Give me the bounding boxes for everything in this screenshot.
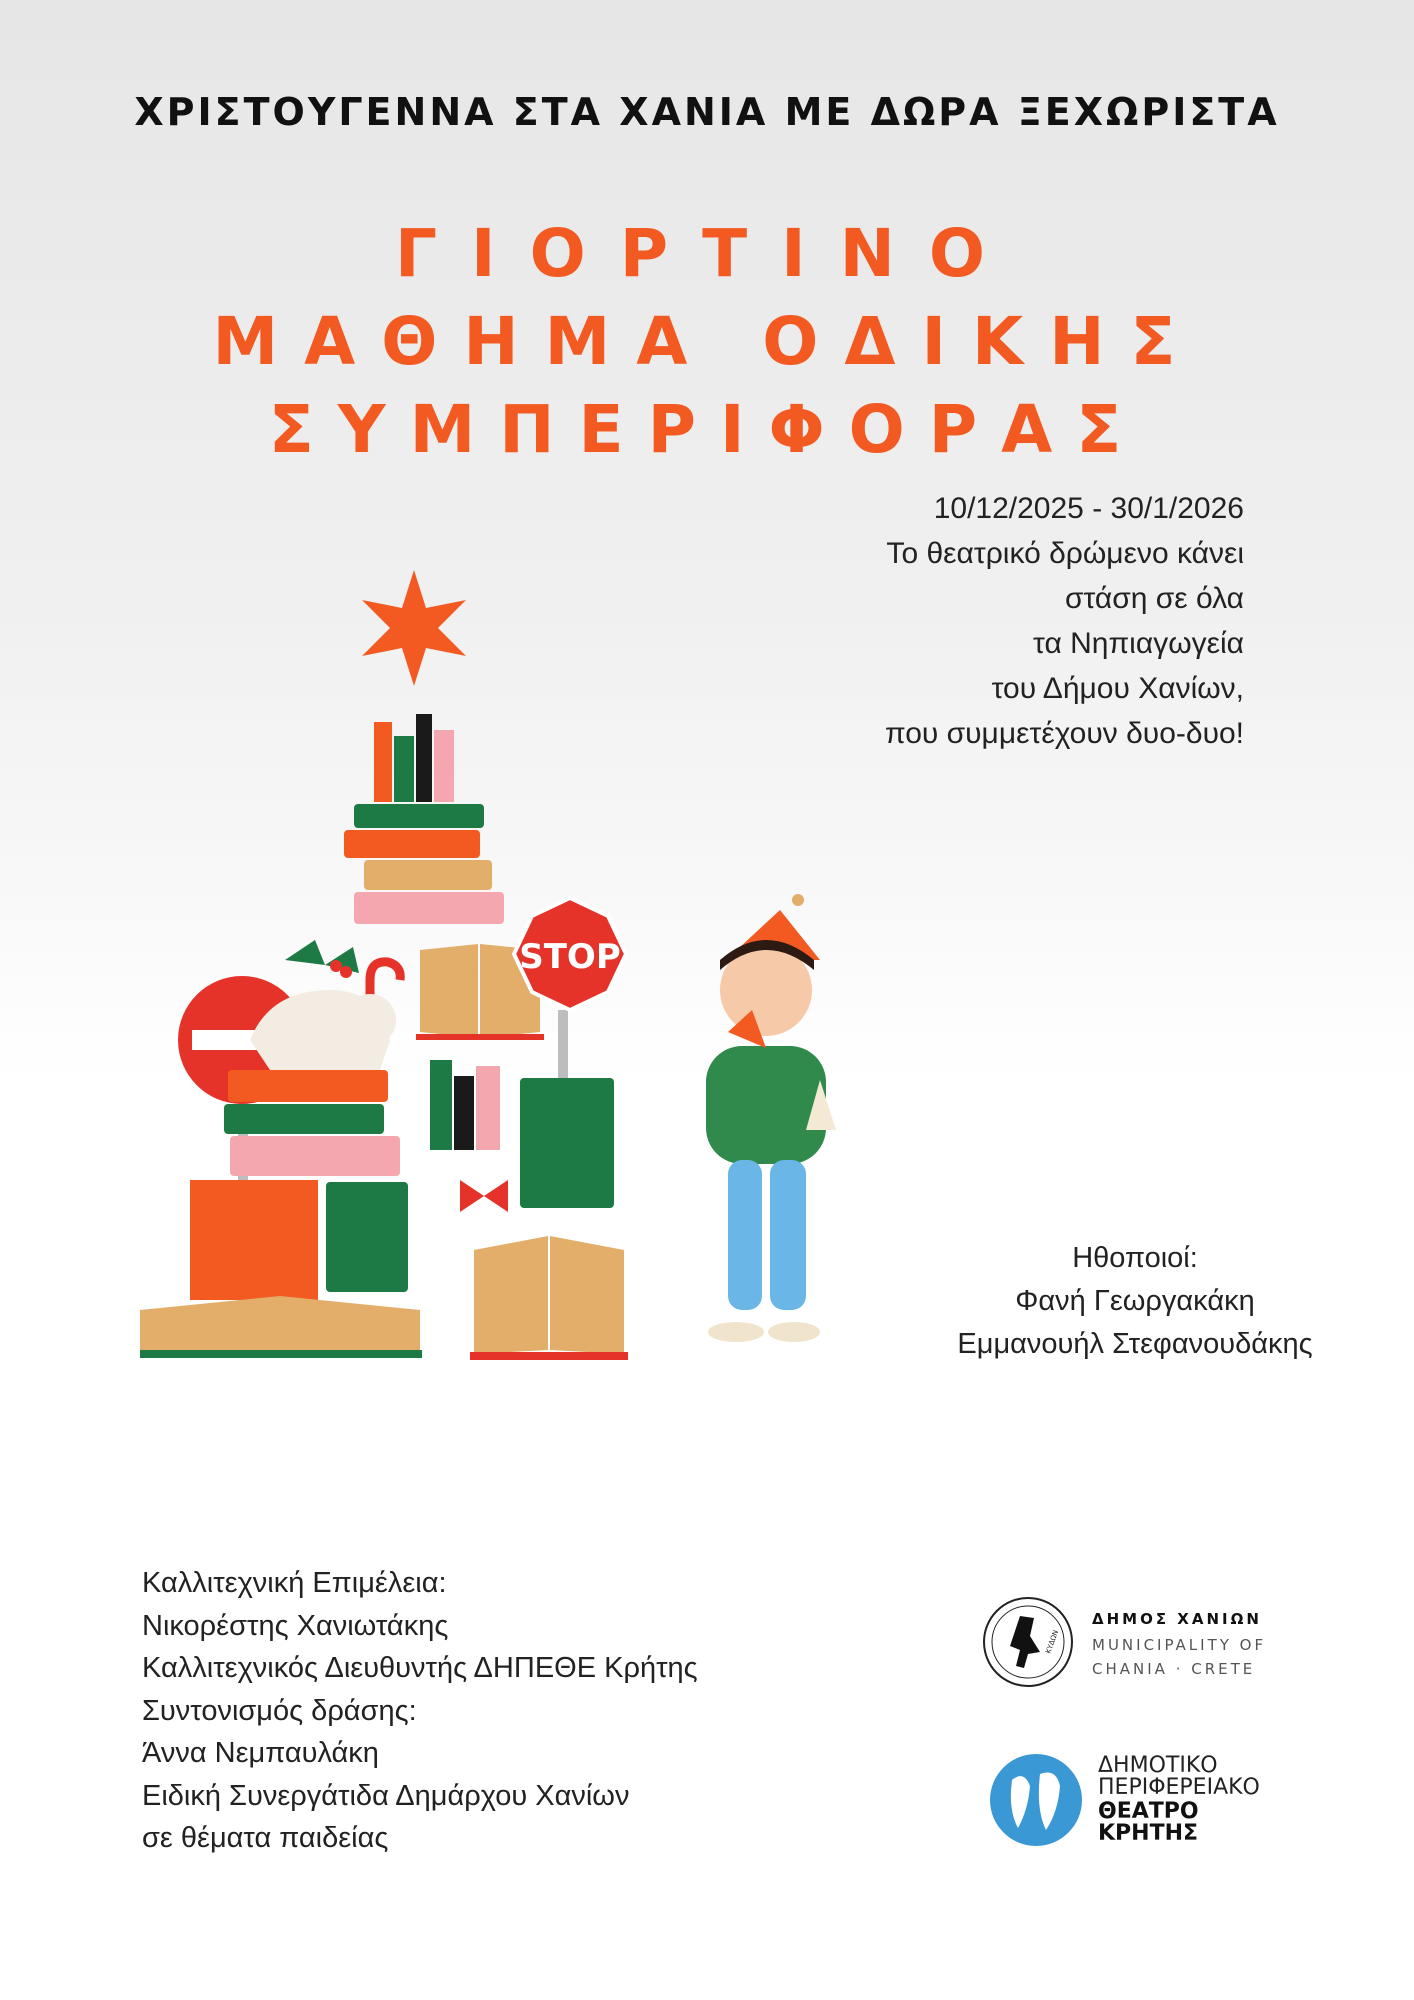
credit-line-5: Άννα Νεμπαυλάκη [142, 1737, 379, 1769]
credit-line-7: σε θέματα παιδείας [142, 1822, 389, 1854]
stop-sign-text: STOP [519, 937, 621, 977]
event-line-2: στάση σε όλα [1064, 582, 1244, 615]
boy-character [706, 894, 836, 1342]
theatre-crete-logo [990, 1750, 1290, 1850]
actor-name-1: Φανή Γεωργακάκη [1015, 1285, 1255, 1317]
actors-heading: Ηθοποιοί: [1072, 1242, 1198, 1274]
event-line-3: τα Νηπιαγωγεία [1033, 627, 1244, 660]
svg-text:ΔΗΜΟΤΙΚΟ: ΔΗΜΟΤΙΚΟ [1098, 1753, 1218, 1778]
actor-name-2: Εμμανουήλ Στεφανουδάκης [957, 1328, 1313, 1360]
svg-text:ΠΕΡΙΦΕΡΕΙΑΚΟ: ΠΕΡΙΦΕΡΕΙΑΚΟ [1098, 1775, 1260, 1800]
event-dates: 10/12/2025 - 30/1/2026 [933, 492, 1244, 525]
credit-line-1: Καλλιτεχνική Επιμέλεια: [142, 1567, 447, 1599]
credit-line-4: Συντονισμός δράσης: [142, 1694, 417, 1727]
svg-text:ΚΡΗΤΗΣ: ΚΡΗΤΗΣ [1098, 1821, 1199, 1846]
svg-text:MUNICIPALITY OF: MUNICIPALITY OF [1092, 1636, 1267, 1654]
svg-text:CHANIA · CRETE: CHANIA · CRETE [1092, 1660, 1256, 1678]
title-line-3: ΣΥΜΠΕΡΙΦΟΡΑΣ [268, 391, 1146, 468]
credit-line-2: Νικορέστης Χανιωτάκης [142, 1609, 449, 1642]
credit-line-6: Ειδική Συνεργάτιδα Δημάρχου Χανίων [142, 1779, 630, 1812]
credit-line-3: Καλλιτεχνικός Διευθυντής ΔΗΠΕΘΕ Κρήτης [142, 1652, 698, 1684]
event-line-1: Το θεατρικό δρώμενο κάνει [886, 537, 1244, 570]
christmas-book-tree-illustration [130, 570, 910, 1370]
credits-block [142, 1562, 698, 1860]
title-line-2: ΜΑΘΗΜΑ ΟΔΙΚΗΣ [212, 303, 1202, 380]
poster-subtitle: ΧΡΙΣΤΟΥΓΕΝΝΑ ΣΤΑ ΧΑΝΙΑ ΜΕ ΔΩΡΑ ΞΕΧΩΡΙΣΤΑ [134, 90, 1280, 134]
event-info [885, 486, 1244, 756]
poster-title [0, 210, 1414, 474]
event-line-4: του Δήμου Χανίων, [991, 672, 1244, 705]
star-icon [362, 570, 466, 686]
municipality-chania-logo [980, 1596, 1310, 1696]
svg-text:ΚΥΔΩΝ: ΚΥΔΩΝ [1044, 1629, 1061, 1655]
actors-block [900, 1237, 1370, 1366]
event-line-5: που συμμετέχουν δυο-δυο! [884, 717, 1244, 750]
svg-text:ΔΗΜΟΣ ΧΑΝΙΩΝ: ΔΗΜΟΣ ΧΑΝΙΩΝ [1092, 1610, 1262, 1628]
theatre-emblem-icon [990, 1754, 1082, 1846]
title-line-1: ΓΙΟΡΤΙΝΟ [394, 215, 1019, 292]
svg-text:ΘΕΑΤΡΟ: ΘΕΑΤΡΟ [1098, 1799, 1199, 1824]
